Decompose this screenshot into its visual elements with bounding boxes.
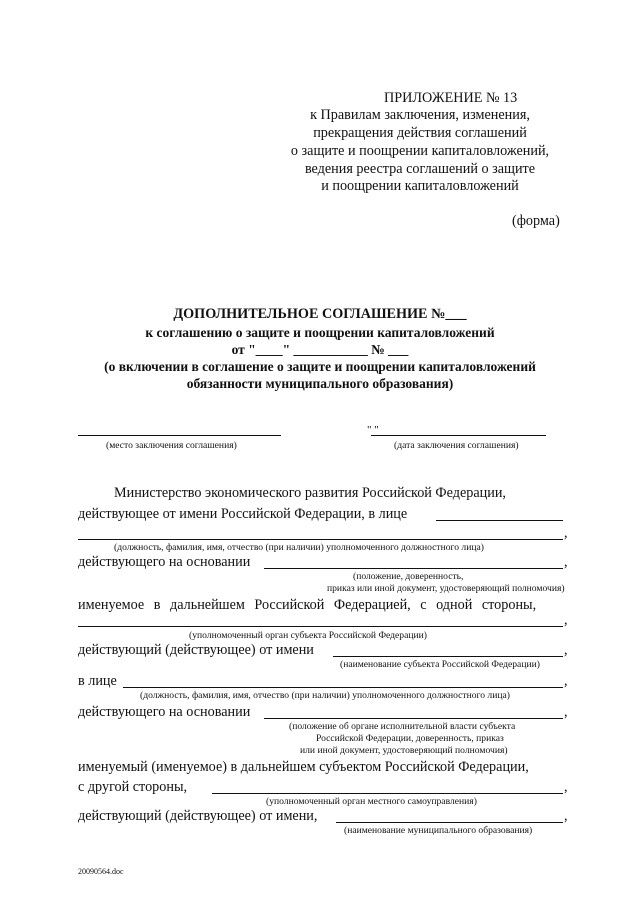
comma-4: ,: [564, 642, 568, 658]
caption-local-body: (уполномоченный орган местного самоуправления): [266, 796, 477, 807]
comma-1: ,: [564, 525, 568, 541]
acting-name-1: действующий (действующее) от имени: [78, 642, 314, 658]
header-line-4: ведения реестра соглашений о защите: [304, 161, 536, 177]
acting-basis-2: действующего на основании: [78, 704, 251, 720]
title-line-1: ДОПОЛНИТЕЛЬНОЕ СОГЛАШЕНИЕ №___: [173, 306, 467, 322]
acting-basis-1: действующего на основании: [78, 554, 251, 570]
caption-basis-2a: (положение об органе исполнительной власти субъекта: [289, 721, 516, 732]
subject-name-underline: [333, 656, 563, 657]
place-underline: [78, 435, 281, 436]
p-rf: именуемое в дальнейшем Российской Федерацией, с одной стороны,: [78, 597, 537, 613]
acting-name-2: действующий (действующее) от имени,: [78, 808, 318, 824]
date-caption: (дата заключения соглашения): [394, 440, 519, 451]
header-line-5: и поощрении капиталовложений: [321, 178, 519, 194]
appendix-title: ПРИЛОЖЕНИЕ № 13: [384, 90, 518, 106]
caption-subject-body: (уполномоченный орган субъекта Российской Федерации): [189, 630, 427, 641]
caption-subject-name: (наименование субъекта Российской Федерации): [340, 659, 540, 670]
official-underline-2: [78, 539, 563, 540]
p-subject: именуемый (именуемое) в дальнейшем субъектом Российской Федерации,: [78, 759, 529, 775]
subject-body-underline: [78, 626, 563, 627]
municipal-underline: [336, 822, 563, 823]
comma-5: ,: [564, 673, 568, 689]
date-quotes: " ": [367, 424, 379, 436]
header-line-2: прекращения действия соглашений: [313, 125, 527, 141]
comma-7: ,: [564, 779, 568, 795]
title-line-2: к соглашению о защите и поощрении капиталовложений: [145, 325, 495, 340]
other-side: с другой стороны,: [78, 779, 188, 795]
basis-underline-1: [264, 568, 563, 569]
form-label: (форма): [512, 213, 560, 229]
title-line-4: (о включении в соглашение о защите и поощрении капиталовложений: [104, 359, 536, 374]
comma-6: ,: [564, 704, 568, 720]
caption-basis-2c: или иной документ, удостоверяющий полномочия): [300, 745, 508, 756]
caption-basis-2b: Российской Федерации, доверенность, приказ: [316, 733, 504, 744]
local-body-underline: [212, 793, 563, 794]
caption-basis-1a: (положение, доверенность,: [353, 571, 464, 582]
p1-line-1: Министерство экономического развития Российской Федерации,: [114, 485, 506, 501]
caption-basis-1b: приказ или иной документ, удостоверяющий полномочия): [327, 583, 565, 594]
caption-official-2: (должность, фамилия, имя, отчество (при наличии) уполномоченного должностного лица): [140, 690, 510, 701]
comma-8: ,: [564, 808, 568, 824]
header-line-1: к Правилам заключения, изменения,: [310, 107, 530, 123]
official-underline-3: [123, 687, 563, 688]
date-underline: [371, 435, 546, 436]
comma-2: ,: [564, 554, 568, 570]
p1-line-2: действующее от имени Российской Федерации, в лице: [78, 506, 408, 522]
in-person: в лице: [78, 673, 117, 689]
comma-3: ,: [564, 612, 568, 628]
title-line-3: от "____" ___________ № ___: [231, 342, 409, 357]
place-caption: (место заключения соглашения): [106, 440, 237, 451]
title-line-5: обязанности муниципального образования): [186, 376, 454, 391]
header-line-3: о защите и поощрении капиталовложений,: [290, 143, 550, 159]
basis-underline-2: [264, 718, 563, 719]
doc-id: 20090564.doc: [78, 867, 124, 876]
official-underline-1: [436, 520, 563, 521]
caption-official-1: (должность, фамилия, имя, отчество (при наличии) уполномоченного должностного лица): [114, 542, 484, 553]
caption-municipal: (наименование муниципального образования): [344, 825, 533, 836]
